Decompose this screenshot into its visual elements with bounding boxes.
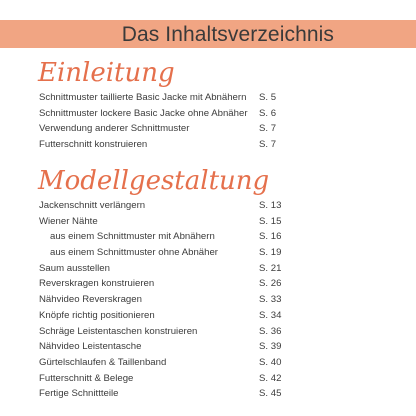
toc-list-modellgestaltung [39, 198, 282, 402]
toc-entry-page: S. 45 [259, 388, 282, 400]
toc-entry-page: S. 16 [259, 231, 282, 243]
toc-entry-title: Schräge Leistentaschen konstruieren [39, 325, 198, 337]
toc-entry[interactable] [39, 90, 277, 106]
toc-entry-title: Schnittmuster lockere Basic Jacke ohne Abnäher [39, 107, 248, 119]
toc-entry[interactable] [39, 198, 282, 214]
toc-entry[interactable] [39, 324, 282, 340]
toc-entry-title: Nähvideo Reverskragen [39, 294, 142, 306]
toc-entry[interactable] [39, 261, 282, 277]
toc-entry[interactable] [39, 355, 282, 371]
toc-entry-page: S. 40 [259, 356, 282, 368]
toc-entry-title: Jackenschnitt verlängern [39, 200, 146, 211]
toc-entry-title: Verwendung anderer Schnittmuster [39, 123, 190, 135]
toc-entry-title: Wiener Nähte [39, 215, 98, 227]
toc-entry-title: Gürtelschlaufen & Taillenband [39, 356, 167, 368]
toc-entry[interactable] [39, 137, 277, 153]
toc-entry-page: S. 19 [259, 247, 282, 259]
section-heading-einleitung: Einleitung [38, 58, 175, 88]
toc-entry-page: S. 5 [259, 92, 277, 103]
toc-entry-page: S. 6 [259, 107, 277, 119]
toc-entry[interactable] [39, 276, 282, 292]
toc-entry-sub[interactable] [39, 229, 282, 245]
section-heading-modellgestaltung: Modellgestaltung [38, 166, 270, 196]
toc-entry-page: S. 7 [259, 123, 277, 135]
toc-entry-sub[interactable] [39, 245, 282, 261]
toc-entry-title: Knöpfe richtig positionieren [39, 309, 155, 321]
toc-entry[interactable] [39, 371, 282, 387]
toc-entry[interactable] [39, 339, 282, 355]
toc-entry-page: S. 42 [259, 372, 282, 384]
toc-entry-page: S. 7 [259, 139, 277, 151]
toc-entry[interactable] [39, 121, 277, 137]
toc-entry-page: S. 39 [259, 341, 282, 353]
toc-entry-title: Schnittmuster taillierte Basic Jacke mit Abnähern [39, 92, 247, 103]
toc-entry-title: aus einem Schnittmuster ohne Abnäher [50, 247, 218, 259]
toc-entry-title: aus einem Schnittmuster mit Abnähern [50, 231, 215, 243]
toc-entry-page: S. 15 [259, 215, 282, 227]
toc-entry-title: Saum ausstellen [39, 262, 110, 274]
toc-entry[interactable] [39, 292, 282, 308]
toc-entry-title: Fertige Schnittteile [39, 388, 119, 400]
toc-entry-title: Nähvideo Leistentasche [39, 341, 142, 353]
toc-entry-page: S. 33 [259, 294, 282, 306]
toc-entry-title: Reverskragen konstruieren [39, 278, 155, 290]
header-bar [0, 20, 416, 48]
toc-entry-page: S. 26 [259, 278, 282, 290]
toc-entry-title: Futterschnitt & Belege [39, 372, 134, 384]
toc-entry-title: Futterschnitt konstruieren [39, 139, 148, 151]
toc-entry[interactable] [39, 386, 282, 402]
toc-entry-page: S. 36 [259, 325, 282, 337]
toc-entry[interactable] [39, 214, 282, 230]
toc-entry-page: S. 21 [259, 262, 282, 274]
toc-list-einleitung [39, 90, 277, 153]
page-title: Das Inhaltsverzeichnis [121, 23, 334, 46]
toc-entry-page: S. 13 [259, 200, 282, 211]
toc-entry-page: S. 34 [259, 309, 282, 321]
toc-entry[interactable] [39, 308, 282, 324]
toc-entry[interactable] [39, 106, 277, 122]
